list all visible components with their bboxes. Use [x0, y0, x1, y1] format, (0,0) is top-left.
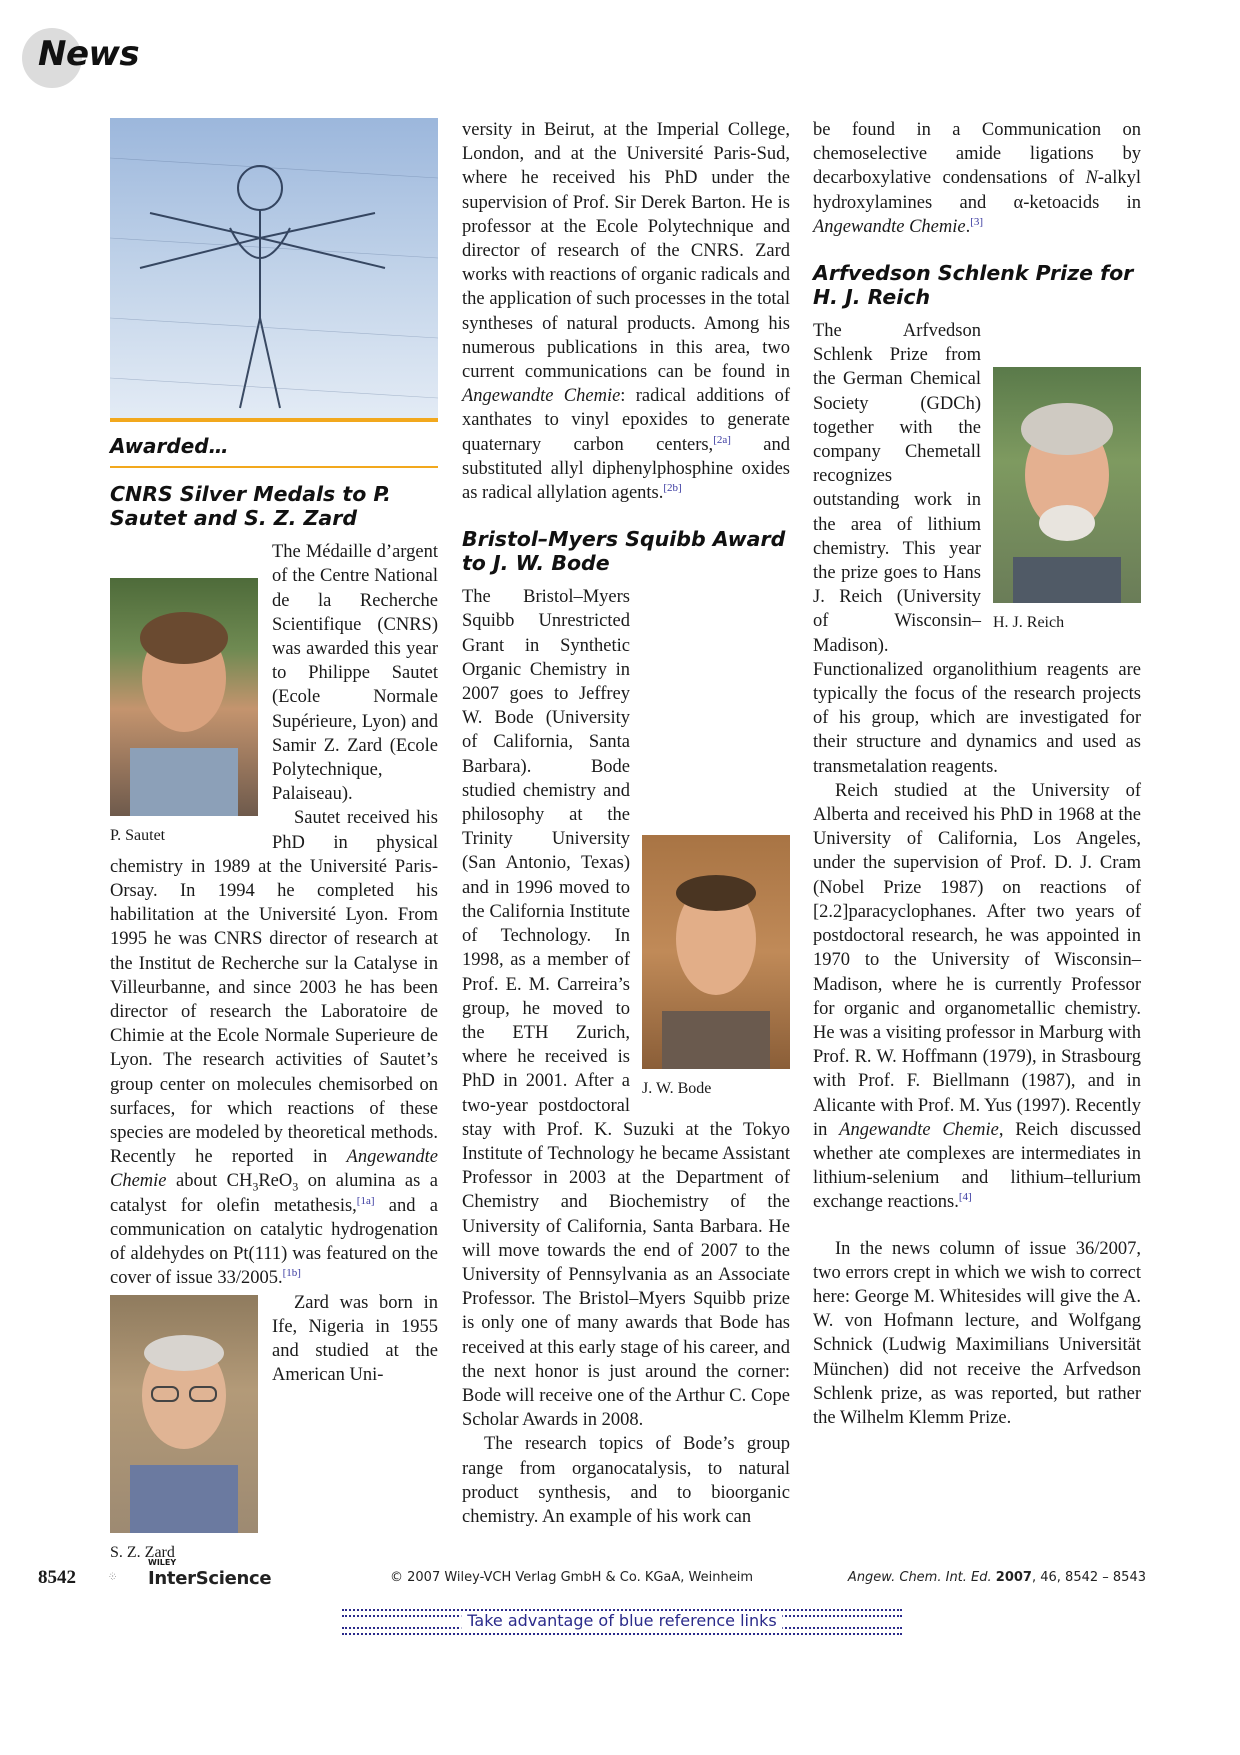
ref-1a-link[interactable]: [1a]	[356, 1194, 375, 1207]
ref-1b-link[interactable]: [1b]	[282, 1267, 301, 1280]
ref-4-link[interactable]: [4]	[958, 1191, 972, 1204]
column-1	[110, 118, 438, 1569]
ref-2a-link[interactable]: [2a]	[713, 433, 731, 446]
interscience-logo: InterScience	[148, 1568, 272, 1589]
journal-citation: Angew. Chem. Int. Ed. 2007, 46, 8542 – 8543	[847, 1570, 1146, 1585]
para-sautet: Sautet received his PhD in physical chemistry in 1989 at the Université Paris-Orsay. In 1994 he completed his habilitation at the Université Lyon. From 1995 he was CNRS director of research at the Institut de Recherche sur la Catalyse in Villeurbanne, and since 2003 he has been director of research the Laboratoire de Chimie at the Ecole Normale Superieure de Lyon. The research activities of Sautet’s group center on molecules chemisorbed on surfaces, for which reactions of these species are modeled by theoretical methods. Recently he reported in Angewandte Chemie about $CH_3ReO_3$ on alumina as a catalyst for olefin metathesis,[1a] and a communication on catalytic hydrogenation of aldehydes on Pt(111) was featured on the cover of issue 33/2005.[1b]	[110, 808, 438, 1289]
section-title: News	[38, 34, 140, 74]
heading-cnrs: CNRS Silver Medals to P. Sautet and S. Z. Zard	[110, 482, 391, 531]
para-bode-research: The research topics of Bode’s group range from organocatalysis, to natural product synthesis, and to bioorganic chemistry. An example of his work can	[462, 1434, 790, 1527]
para-cnrs-intro: The Médaille d’argent of the Centre National de la Recherche Scientifique (CNRS) was awarded this year to Philippe Sautet (Ecole Normale Supérieure, Lyon) and Samir Z. Zard (Ecole Polytechnique, Palaiseau).	[272, 542, 438, 805]
reference-links-banner[interactable]	[342, 1609, 902, 1633]
ref-3-link[interactable]: [3]	[970, 215, 984, 228]
column-2	[462, 118, 790, 1529]
para-zard-cont: versity in Beirut, at the Imperial College, London, and at the Université Paris-Sud, where he received his PhD under the supervision of Prof. Sir Derek Barton. He is professor at the Ecole Polytechnique and director of research of the CNRS. Zard works with reactions of organic radicals and the application of such processes in the total syntheses of natural products. Among his numerous publications in this area, two current communications can be found in Angewandte Chemie: radical additions of xanthates to vinyl epoxides to generate quaternary carbon centers,[2a] and substituted allyl diphenylphosphine oxides as radical allylation agents.[2b]	[462, 120, 790, 504]
caption-reich: H. J. Reich	[993, 614, 1065, 632]
heading-bms: Bristol–Myers Squibb Award to J. W. Bode	[462, 527, 786, 576]
photo-zard	[110, 1291, 258, 1563]
caption-zard: S. Z. Zard	[110, 1543, 175, 1561]
vitruvian-man-image	[110, 118, 438, 418]
caption-sautet: P. Sautet	[110, 827, 166, 845]
caption-bode: J. W. Bode	[642, 1080, 712, 1098]
copyright-notice: © 2007 Wiley-VCH Verlag GmbH & Co. KGaA, Weinheim	[390, 1570, 754, 1585]
photo-sautet	[110, 540, 258, 846]
para-zard: Zard was born in Ife, Nigeria in 1955 and studied at the American Uni-	[272, 1292, 438, 1386]
page-number: 8542	[38, 1567, 76, 1588]
para-correction: In the news column of issue 36/2007, two errors crept in which we wish to correct here: George M. Whitesides will give the A. W. von Hofmann lecture, and Wolfgang Schnick (Ludwig Maximilians Universität München) did not receive the Arfvedson Schlenk prize, as was reported, but rather the Wilhelm Klemm Prize.	[813, 1238, 1141, 1428]
wiley-logo-icon	[108, 1558, 148, 1594]
para-reich-career: Reich studied at the University of Alberta and received his PhD in 1968 at the University of California, Los Angeles, under the supervision of Prof. D. J. Cram (Nobel Prize 1987) on reactions of [2.2]paracyclophanes. After two years of postdoctoral research, he was appointed in 1970 to the University of Wisconsin–Madison, where he is currently Professor for organic and organometallic chemistry. He was a visiting professor in Marburg with Prof. R. W. Hoffmann (1979), in Strasbourg with Prof. F. Biellmann (1987), and in Alicante with Prof. M. Yus (1997). Recently in Angewandte Chemie, Reich discussed whether ate complexes are intermediates in lithium-selenium and lithium–tellurium exchange reactions.[4]	[813, 780, 1142, 1213]
orange-rule	[110, 466, 438, 468]
section-kicker: Awarded…	[110, 434, 229, 458]
para-reich-prize: H. J. Reich The Arfvedson Schlenk Prize from the German Chemical Society (GDCh) together with the company Chemetall recognizes outstanding work in the area of lithium chemistry. This year the prize goes to Hans J. Reich (University of Wisconsin–Madison). Functionalized organolithium reagents are typically the focus of the research projects of his group, which are investigated for their structure and dynamics and used as transmetalation reagents.	[813, 321, 1141, 777]
ref-2b-link[interactable]: [2b]	[663, 481, 682, 494]
para-bode: J. W. Bode The Bristol–Myers Squibb Unrestricted Grant in Synthetic Organic Chemistry in 2007 goes to Jeffrey W. Bode (University of California, Santa Barbara). Bode studied chemistry and philosophy at the Trinity University (San Antonio, Texas) and in 1996 moved to the California Institute of Technology. In 1998, as a member of Prof. E. M. Carreira’s group, he moved to the ETH Zurich, where he received is PhD in 2001. After a two-year postdoctoral stay with Prof. K. Suzuki at the Tokyo Institute of Technology he became Assistant Professor in 2003 at the Department of Chemistry and Biochemistry of the University of California, Santa Barbara. He will move towards the end of 2007 to the University of Pennsylvania as an Associate Professor. The Bristol–Myers Squibb prize is only one of many awards that Bode has received at this early stage of his career, and the next honor is just around the corner: Bode will receive one of the Arthur C. Cope Scholar Awards in 2008.	[462, 587, 790, 1431]
reference-links-label: Take advantage of blue reference links	[461, 1611, 782, 1630]
photo-reich	[993, 367, 1141, 633]
wiley-mark: WILEY	[148, 1558, 177, 1567]
heading-arfvedson: Arfvedson Schlenk Prize for H. J. Reich	[813, 261, 1134, 310]
photo-bode	[642, 835, 790, 1099]
column-3	[813, 118, 1141, 1430]
para-bode-cont: be found in a Communication on chemoselective amide ligations by decarboxylative condensations of N-alkyl hydroxylamines and α-ketoacids in Angewandte Chemie.[3]	[813, 120, 1141, 237]
